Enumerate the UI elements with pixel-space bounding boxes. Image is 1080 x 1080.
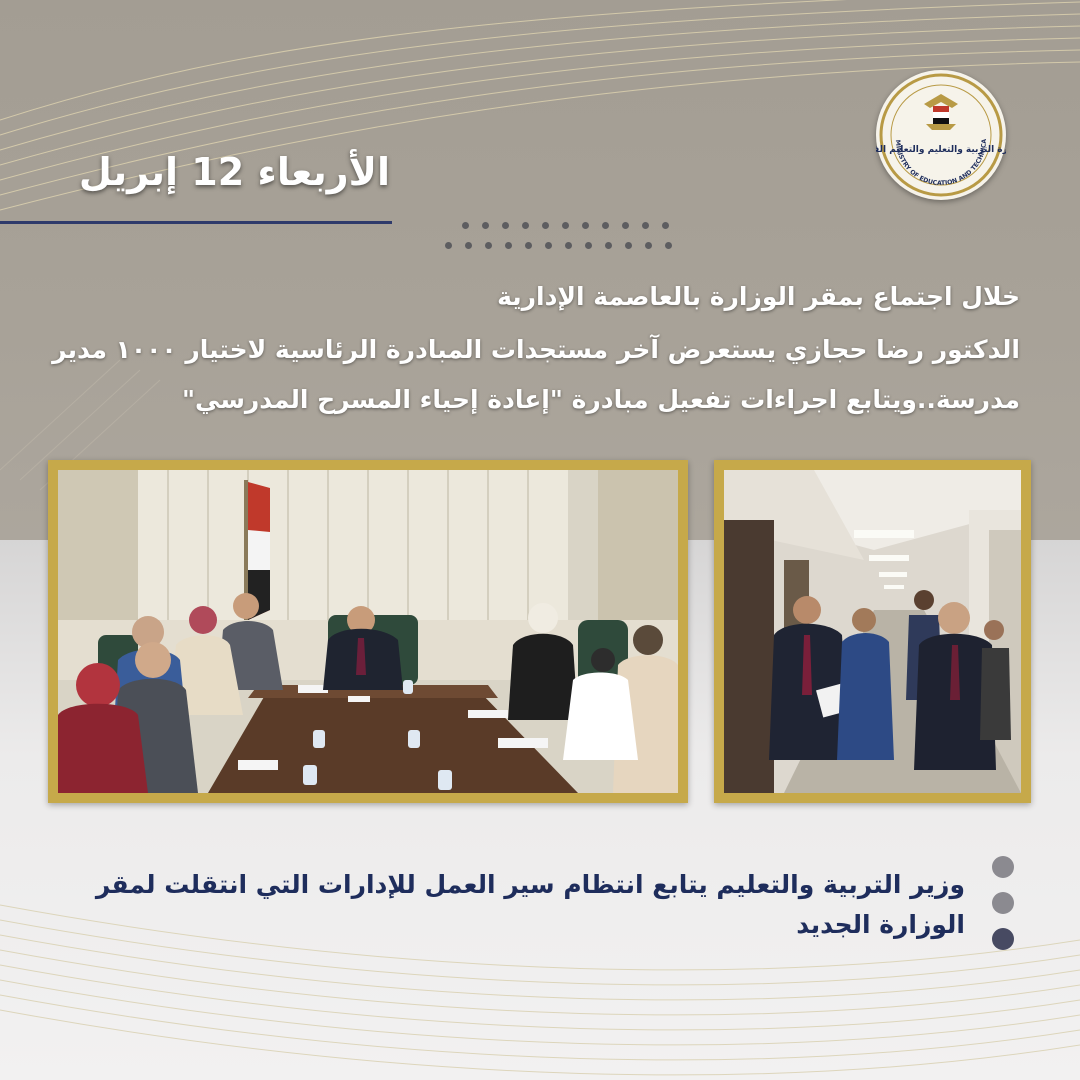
divider-dot [542, 222, 549, 229]
caption-line-1: وزير التربية والتعليم يتابع انتظام سير العمل للإدارات التي انتقلت لمقر [95, 870, 965, 899]
corridor-photo-frame [714, 460, 1031, 803]
logo-arabic-name: رة التربية والتعليم والتعليم ال [879, 145, 1006, 155]
divider-dot [482, 222, 489, 229]
meeting-photo [58, 470, 678, 793]
divider-dot [545, 242, 552, 249]
divider-dot [465, 242, 472, 249]
side-dot-1 [992, 856, 1014, 878]
divider-dot [505, 242, 512, 249]
ministry-logo [876, 70, 1006, 200]
divider-dot [602, 222, 609, 229]
divider-dot [622, 222, 629, 229]
headline-line-2: الدكتور رضا حجازي يستعرض آخر مستجدات المبادرة الرئاسية لاختيار ١٠٠٠ مدير [52, 335, 1020, 364]
divider-dot [605, 242, 612, 249]
divider-dot [585, 242, 592, 249]
meeting-photo-frame [48, 460, 688, 803]
divider-dot [525, 242, 532, 249]
divider-dot [582, 222, 589, 229]
corridor-photo [724, 470, 1021, 793]
date-underline [0, 221, 392, 224]
divider-dot [665, 242, 672, 249]
side-dot-2 [992, 892, 1014, 914]
divider-dot [485, 242, 492, 249]
headline-line-1: خلال اجتماع بمقر الوزارة بالعاصمة الإدارية [497, 282, 1020, 311]
divider-dot [645, 242, 652, 249]
headline-line-3: مدرسة..ويتابع اجراءات تفعيل مبادرة "إعادة إحياء المسرح المدرسي" [182, 385, 1020, 414]
divider-dot [625, 242, 632, 249]
post-date: الأربعاء 12 إبريل [78, 150, 390, 194]
divider-dot [502, 222, 509, 229]
caption-line-2: الوزارة الجديد [796, 910, 965, 939]
divider-dot [445, 242, 452, 249]
divider-dot [522, 222, 529, 229]
side-dot-3 [992, 928, 1014, 950]
divider-dot [562, 222, 569, 229]
divider-dot [462, 222, 469, 229]
logo-english-name: MINISTRY OF EDUCATION AND TECHNICA [893, 138, 989, 188]
divider-dot [565, 242, 572, 249]
divider-dot [642, 222, 649, 229]
divider-dot [662, 222, 669, 229]
